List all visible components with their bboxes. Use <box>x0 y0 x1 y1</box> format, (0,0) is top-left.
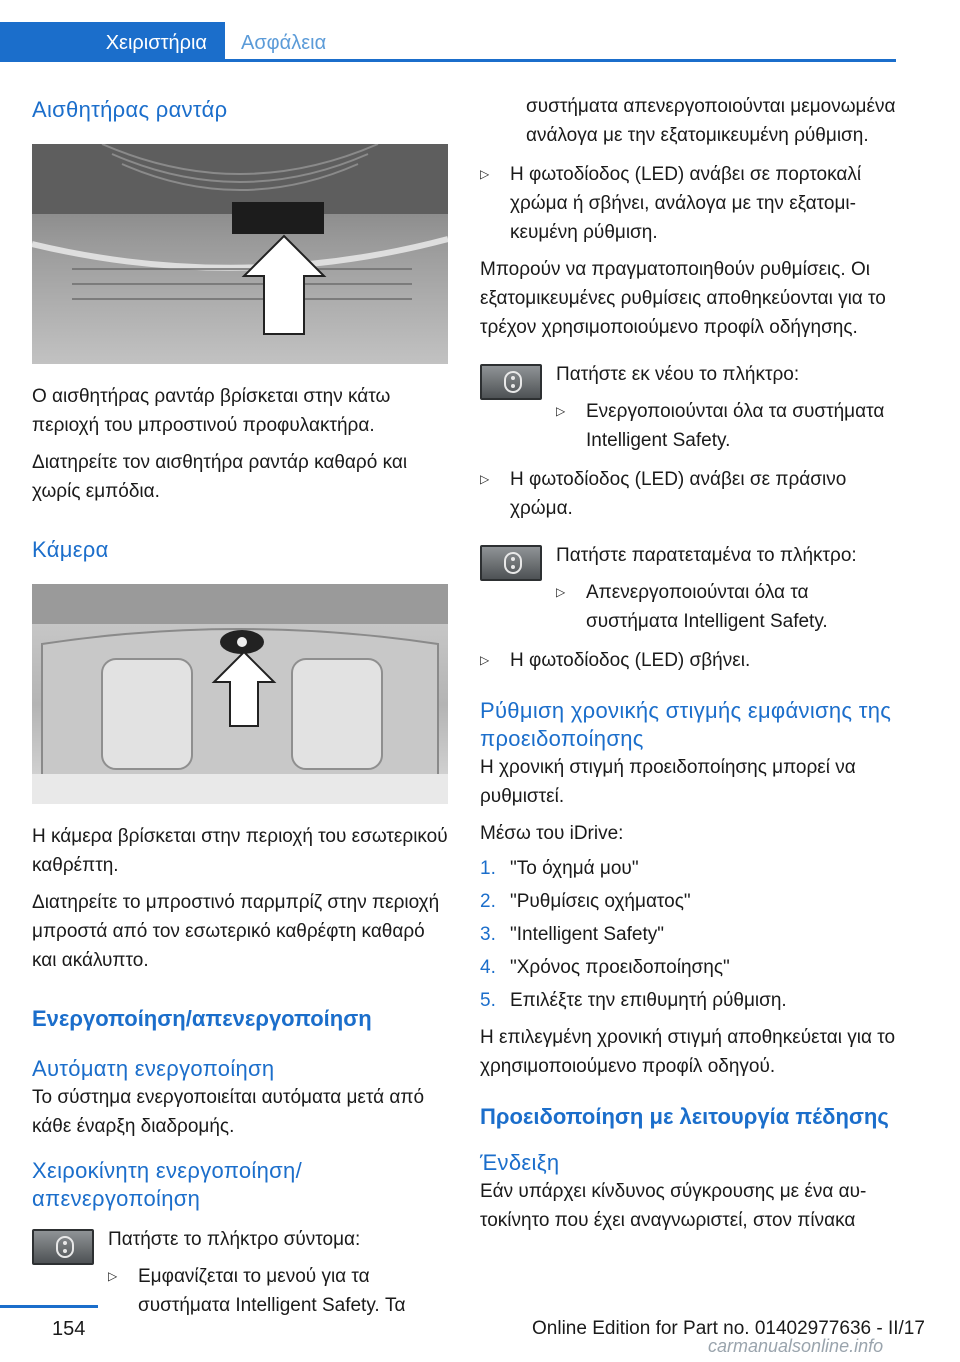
heading-braking-warning: Προειδοποίηση με λειτουργία πέδησης <box>480 1104 889 1129</box>
left-column <box>32 96 450 1320</box>
step-number: 1. <box>480 858 496 879</box>
bullet-text: Η φωτοδίοδος (LED) σβήνει. <box>510 650 751 671</box>
right-column <box>480 92 900 1235</box>
triangle-bullet-icon: ▷ <box>480 472 490 486</box>
bullet-text: Απενεργοποιούνται όλα τα συστήματα Intelligent Safety. <box>586 582 828 632</box>
list-item <box>480 986 900 1015</box>
saved-text: Η επιλεγμένη χρονική στιγμή αποθηκεύεται για το χρησιμοποιούμενο προφίλ οδηγού. <box>480 1027 896 1077</box>
press-again-text: Πατήστε εκ νέου το πλήκτρο: <box>556 364 800 385</box>
radar-sensor-photo <box>32 144 448 364</box>
triangle-bullet-icon: ▷ <box>556 585 566 599</box>
step-text: "Το όχημά μου" <box>510 858 639 879</box>
list-item <box>480 953 900 982</box>
button-long-press-row <box>480 541 900 636</box>
step-text: "Χρόνος προειδοποίησης" <box>510 957 730 978</box>
edition-text: Online Edition for Part no. 01402977636 - II/17 <box>532 1318 925 1339</box>
triangle-bullet-icon: ▷ <box>556 404 566 418</box>
heading-auto-activation: Αυτόματη ενεργοποίηση <box>32 1056 275 1081</box>
continued-text: συστήματα απενεργοποιούνται μεμονωμένα ανάλογα με την εξατομικευμένη ρύθμιση. <box>526 96 896 146</box>
radar-illustration <box>32 144 448 364</box>
step-text: Επιλέξτε την επιθυμητή ρύθμιση. <box>510 990 787 1011</box>
triangle-bullet-icon: ▷ <box>108 1269 118 1283</box>
bullet-text: Εμφανίζεται το μενού για τα συστήματα Intelligent Safety. Τα <box>138 1266 406 1316</box>
intelligent-safety-button-icon <box>480 364 542 400</box>
watermark-text: carmanualsonline.info <box>708 1336 884 1356</box>
step-text: "Ρυθμίσεις οχήματος" <box>510 891 691 912</box>
auto-activation-text: Το σύστημα ενεργοποιείται αυτόματα μετά από κάθε έναρξη διαδρομής. <box>32 1087 425 1137</box>
page-number: 154 <box>52 1318 86 1340</box>
button-press-again-row <box>480 360 900 455</box>
idrive-text: Μέσω του iDrive: <box>480 823 624 844</box>
radar-clean-text: Διατηρείτε τον αισθητήρα ραντάρ καθαρό και χωρίς εμπόδια. <box>32 452 408 502</box>
step-number: 5. <box>480 990 496 1011</box>
tab-controls[interactable]: Χειριστήρια <box>0 22 225 62</box>
list-item <box>480 854 900 883</box>
press-long-text: Πατήστε παρατεταμένα το πλήκτρο: <box>556 545 857 566</box>
list-item <box>556 397 900 455</box>
triangle-bullet-icon: ▷ <box>480 653 490 667</box>
list-item <box>480 920 900 949</box>
list-item <box>108 1262 450 1320</box>
bullet-text: Η φωτοδίοδος (LED) ανάβει σε πορτοκαλί χρώμα ή σβήνει, ανάλογα με την εξατομικευμένη ρύθμιση. <box>510 164 862 243</box>
list-item <box>556 578 900 636</box>
settings-text: Μπορούν να πραγματοποιηθούν ρυθμίσεις. Οι εξατομικευμένες ρυθμίσεις αποθηκεύονται για το τρέχον χρησιμοποιούμενο προφίλ οδήγησης. <box>480 259 886 338</box>
camera-clean-text: Διατηρείτε το μπροστινό παρμπρίζ στην περιοχή μπροστά από τον εσωτερικό καθρέφτη καθαρό και ακάλυπτο. <box>32 892 440 971</box>
heading-radar: Αισθητήρας ραντάρ <box>32 97 228 122</box>
triangle-bullet-icon: ▷ <box>480 167 490 181</box>
step-number: 2. <box>480 891 496 912</box>
heading-indication: Ένδειξη <box>480 1150 560 1175</box>
list-item <box>480 160 900 247</box>
header-bar <box>0 22 896 62</box>
radar-location-text: Ο αισθητήρας ραντάρ βρίσκεται στην κάτω περιοχή του μπροστινού προφυλακτήρα. <box>32 386 391 436</box>
step-number: 3. <box>480 924 496 945</box>
bullet-text: Ενεργοποιούνται όλα τα συστήματα Intelligent Safety. <box>586 401 885 451</box>
step-text: "Intelligent Safety" <box>510 924 664 945</box>
tab-safety[interactable]: Ασφάλεια <box>241 32 327 54</box>
step-number: 4. <box>480 957 496 978</box>
steps-list <box>480 854 900 1015</box>
intelligent-safety-button-icon <box>480 545 542 581</box>
camera-location-text: Η κάμερα βρίσκεται στην περιοχή του εσωτερικού καθρέπτη. <box>32 826 448 876</box>
list-item <box>480 646 900 675</box>
heading-manual-activation: Χειροκίνητη ενεργοποίηση/ απενεργοποίηση <box>32 1158 302 1211</box>
list-item <box>480 465 900 523</box>
list-item <box>480 887 900 916</box>
camera-illustration <box>32 584 448 804</box>
intelligent-safety-button-icon <box>32 1229 94 1265</box>
footer-divider <box>0 1305 98 1308</box>
press-short-text: Πατήστε το πλήκτρο σύντομα: <box>108 1229 361 1250</box>
heading-camera: Κάμερα <box>32 537 109 562</box>
bullet-text: Η φωτοδίοδος (LED) ανάβει σε πράσινο χρώμα. <box>510 469 847 519</box>
timing-text: Η χρονική στιγμή προειδοποίησης μπορεί να ρυθμιστεί. <box>480 757 856 807</box>
heading-warning-timing: Ρύθμιση χρονικής στιγμής εμφάνισης της προειδοποίησης <box>480 698 892 751</box>
camera-photo <box>32 584 448 804</box>
heading-activation: Ενεργοποίηση/απενεργοποίηση <box>32 1006 372 1031</box>
indication-text: Εάν υπάρχει κίνδυνος σύγκρουσης με ένα αυτοκίνητο που έχει αναγνωριστεί, στον πίνακα <box>480 1181 867 1231</box>
